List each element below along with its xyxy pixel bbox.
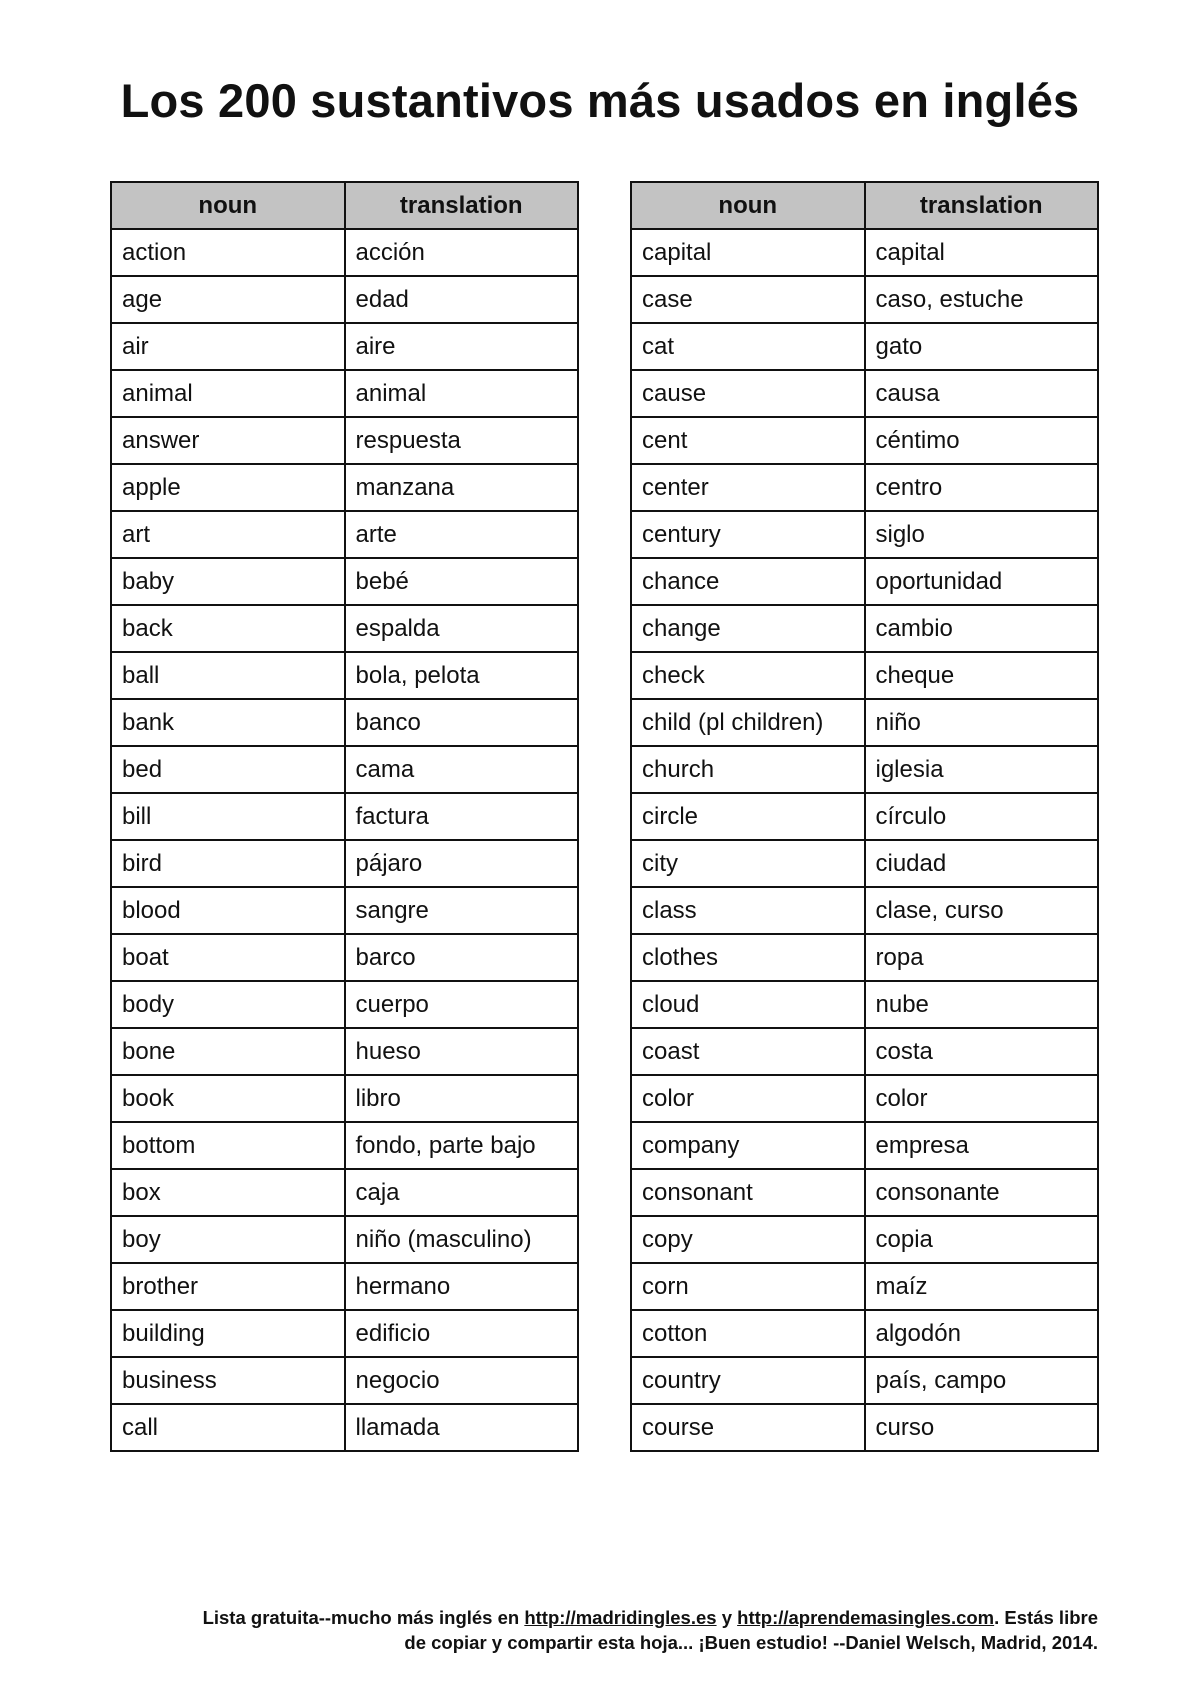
footer-text: . Estás libre xyxy=(994,1607,1098,1628)
table-header-row xyxy=(111,182,578,229)
table-row xyxy=(111,417,578,464)
noun-cell: book xyxy=(111,1075,345,1122)
table-row xyxy=(631,1122,1098,1169)
table-row xyxy=(111,652,578,699)
translation-cell: empresa xyxy=(865,1122,1099,1169)
table-row xyxy=(631,511,1098,558)
noun-cell: boat xyxy=(111,934,345,981)
column-header-translation: translation xyxy=(865,182,1099,229)
translation-cell: céntimo xyxy=(865,417,1099,464)
translation-cell: arte xyxy=(345,511,579,558)
translation-cell: libro xyxy=(345,1075,579,1122)
table-row xyxy=(111,1028,578,1075)
table-row xyxy=(111,1404,578,1451)
noun-cell: apple xyxy=(111,464,345,511)
translation-cell: centro xyxy=(865,464,1099,511)
noun-cell: blood xyxy=(111,887,345,934)
translation-cell: copia xyxy=(865,1216,1099,1263)
table-row xyxy=(111,511,578,558)
noun-cell: city xyxy=(631,840,865,887)
translation-cell: cambio xyxy=(865,605,1099,652)
table-row xyxy=(111,1075,578,1122)
noun-cell: center xyxy=(631,464,865,511)
table-row xyxy=(631,1310,1098,1357)
translation-cell: niño xyxy=(865,699,1099,746)
table-row xyxy=(631,699,1098,746)
noun-cell: air xyxy=(111,323,345,370)
table-row xyxy=(111,699,578,746)
table-row xyxy=(631,1357,1098,1404)
translation-cell: cama xyxy=(345,746,579,793)
table-row xyxy=(631,370,1098,417)
noun-cell: cat xyxy=(631,323,865,370)
noun-cell: animal xyxy=(111,370,345,417)
table-row xyxy=(111,229,578,276)
translation-cell: iglesia xyxy=(865,746,1099,793)
column-header-noun: noun xyxy=(111,182,345,229)
table-row xyxy=(631,276,1098,323)
table-row xyxy=(111,1169,578,1216)
table-row xyxy=(631,323,1098,370)
translation-cell: clase, curso xyxy=(865,887,1099,934)
translation-cell: niño (masculino) xyxy=(345,1216,579,1263)
translation-cell: causa xyxy=(865,370,1099,417)
noun-cell: box xyxy=(111,1169,345,1216)
table-row xyxy=(111,793,578,840)
noun-cell: art xyxy=(111,511,345,558)
table-row xyxy=(111,981,578,1028)
table-row xyxy=(111,746,578,793)
translation-cell: círculo xyxy=(865,793,1099,840)
table-row xyxy=(631,934,1098,981)
noun-cell: class xyxy=(631,887,865,934)
footer-text: Lista gratuita--mucho más inglés en xyxy=(202,1607,525,1628)
translation-cell: país, campo xyxy=(865,1357,1099,1404)
table-row xyxy=(631,1216,1098,1263)
translation-cell: edificio xyxy=(345,1310,579,1357)
table-row xyxy=(111,1122,578,1169)
page-title: Los 200 sustantivos más usados en inglés xyxy=(120,74,1080,127)
madridingles-link[interactable]: http://madridingles.es xyxy=(524,1607,717,1628)
noun-cell: course xyxy=(631,1404,865,1451)
noun-cell: cotton xyxy=(631,1310,865,1357)
table-header-row xyxy=(631,182,1098,229)
table-row xyxy=(631,1028,1098,1075)
table-row xyxy=(631,605,1098,652)
translation-cell: consonante xyxy=(865,1169,1099,1216)
noun-cell: cent xyxy=(631,417,865,464)
footer-text: y xyxy=(716,1607,738,1628)
translation-cell: respuesta xyxy=(345,417,579,464)
table-row xyxy=(631,558,1098,605)
column-header-noun: noun xyxy=(631,182,865,229)
table-row xyxy=(631,840,1098,887)
translation-cell: manzana xyxy=(345,464,579,511)
vocab-table-right xyxy=(630,181,1099,1452)
noun-cell: bank xyxy=(111,699,345,746)
translation-cell: negocio xyxy=(345,1357,579,1404)
noun-cell: change xyxy=(631,605,865,652)
table-row xyxy=(631,1263,1098,1310)
vocab-table-left-body xyxy=(111,229,578,1451)
noun-cell: clothes xyxy=(631,934,865,981)
noun-cell: baby xyxy=(111,558,345,605)
table-row xyxy=(111,1263,578,1310)
noun-cell: bird xyxy=(111,840,345,887)
noun-cell: body xyxy=(111,981,345,1028)
noun-cell: coast xyxy=(631,1028,865,1075)
noun-cell: check xyxy=(631,652,865,699)
table-row xyxy=(631,464,1098,511)
translation-cell: edad xyxy=(345,276,579,323)
noun-cell: circle xyxy=(631,793,865,840)
footer-line-1 xyxy=(100,1605,1098,1630)
table-row xyxy=(111,1216,578,1263)
table-row xyxy=(111,558,578,605)
table-row xyxy=(111,276,578,323)
noun-cell: building xyxy=(111,1310,345,1357)
translation-cell: caja xyxy=(345,1169,579,1216)
noun-cell: age xyxy=(111,276,345,323)
noun-cell: chance xyxy=(631,558,865,605)
table-row xyxy=(111,1310,578,1357)
translation-cell: sangre xyxy=(345,887,579,934)
noun-cell: century xyxy=(631,511,865,558)
table-row xyxy=(111,1357,578,1404)
noun-cell: country xyxy=(631,1357,865,1404)
noun-cell: cloud xyxy=(631,981,865,1028)
noun-cell: bed xyxy=(111,746,345,793)
table-row xyxy=(631,1169,1098,1216)
table-row xyxy=(111,887,578,934)
translation-cell: algodón xyxy=(865,1310,1099,1357)
table-row xyxy=(631,1404,1098,1451)
translation-cell: bola, pelota xyxy=(345,652,579,699)
noun-cell: brother xyxy=(111,1263,345,1310)
translation-cell: siglo xyxy=(865,511,1099,558)
noun-cell: case xyxy=(631,276,865,323)
noun-cell: bill xyxy=(111,793,345,840)
aprendemasingles-link[interactable]: http://aprendemasingles.com xyxy=(737,1607,995,1628)
translation-cell: ciudad xyxy=(865,840,1099,887)
noun-cell: consonant xyxy=(631,1169,865,1216)
translation-cell: cheque xyxy=(865,652,1099,699)
noun-cell: color xyxy=(631,1075,865,1122)
translation-cell: factura xyxy=(345,793,579,840)
noun-cell: bone xyxy=(111,1028,345,1075)
translation-cell: llamada xyxy=(345,1404,579,1451)
noun-cell: boy xyxy=(111,1216,345,1263)
noun-cell: cause xyxy=(631,370,865,417)
translation-cell: bebé xyxy=(345,558,579,605)
translation-cell: banco xyxy=(345,699,579,746)
noun-cell: child (pl children) xyxy=(631,699,865,746)
translation-cell: capital xyxy=(865,229,1099,276)
noun-cell: church xyxy=(631,746,865,793)
translation-cell: barco xyxy=(345,934,579,981)
column-header-translation: translation xyxy=(345,182,579,229)
translation-cell: cuerpo xyxy=(345,981,579,1028)
table-row xyxy=(631,229,1098,276)
translation-cell: costa xyxy=(865,1028,1099,1075)
noun-cell: back xyxy=(111,605,345,652)
table-row xyxy=(631,887,1098,934)
noun-cell: company xyxy=(631,1122,865,1169)
translation-cell: caso, estuche xyxy=(865,276,1099,323)
table-row xyxy=(111,370,578,417)
table-row xyxy=(111,840,578,887)
vocab-table-left xyxy=(110,181,579,1452)
table-row xyxy=(631,1075,1098,1122)
translation-cell: hueso xyxy=(345,1028,579,1075)
noun-cell: copy xyxy=(631,1216,865,1263)
vocab-table-right-body xyxy=(631,229,1098,1451)
noun-cell: ball xyxy=(111,652,345,699)
footer-note xyxy=(100,1605,1098,1655)
noun-cell: action xyxy=(111,229,345,276)
table-row xyxy=(631,981,1098,1028)
translation-cell: animal xyxy=(345,370,579,417)
table-row xyxy=(111,605,578,652)
translation-cell: aire xyxy=(345,323,579,370)
table-row xyxy=(631,793,1098,840)
noun-cell: bottom xyxy=(111,1122,345,1169)
translation-cell: ropa xyxy=(865,934,1099,981)
translation-cell: espalda xyxy=(345,605,579,652)
noun-cell: corn xyxy=(631,1263,865,1310)
table-row xyxy=(631,417,1098,464)
table-row xyxy=(111,323,578,370)
translation-cell: oportunidad xyxy=(865,558,1099,605)
translation-cell: color xyxy=(865,1075,1099,1122)
table-row xyxy=(631,746,1098,793)
translation-cell: gato xyxy=(865,323,1099,370)
noun-cell: call xyxy=(111,1404,345,1451)
translation-cell: nube xyxy=(865,981,1099,1028)
noun-cell: capital xyxy=(631,229,865,276)
translation-cell: pájaro xyxy=(345,840,579,887)
translation-cell: maíz xyxy=(865,1263,1099,1310)
translation-cell: curso xyxy=(865,1404,1099,1451)
table-row xyxy=(111,934,578,981)
table-row xyxy=(631,652,1098,699)
translation-cell: acción xyxy=(345,229,579,276)
translation-cell: fondo, parte bajo xyxy=(345,1122,579,1169)
noun-cell: business xyxy=(111,1357,345,1404)
noun-cell: answer xyxy=(111,417,345,464)
translation-cell: hermano xyxy=(345,1263,579,1310)
table-row xyxy=(111,464,578,511)
footer-line-2: de copiar y compartir esta hoja... ¡Buen estudio! --Daniel Welsch, Madrid, 2014. xyxy=(404,1632,1098,1653)
